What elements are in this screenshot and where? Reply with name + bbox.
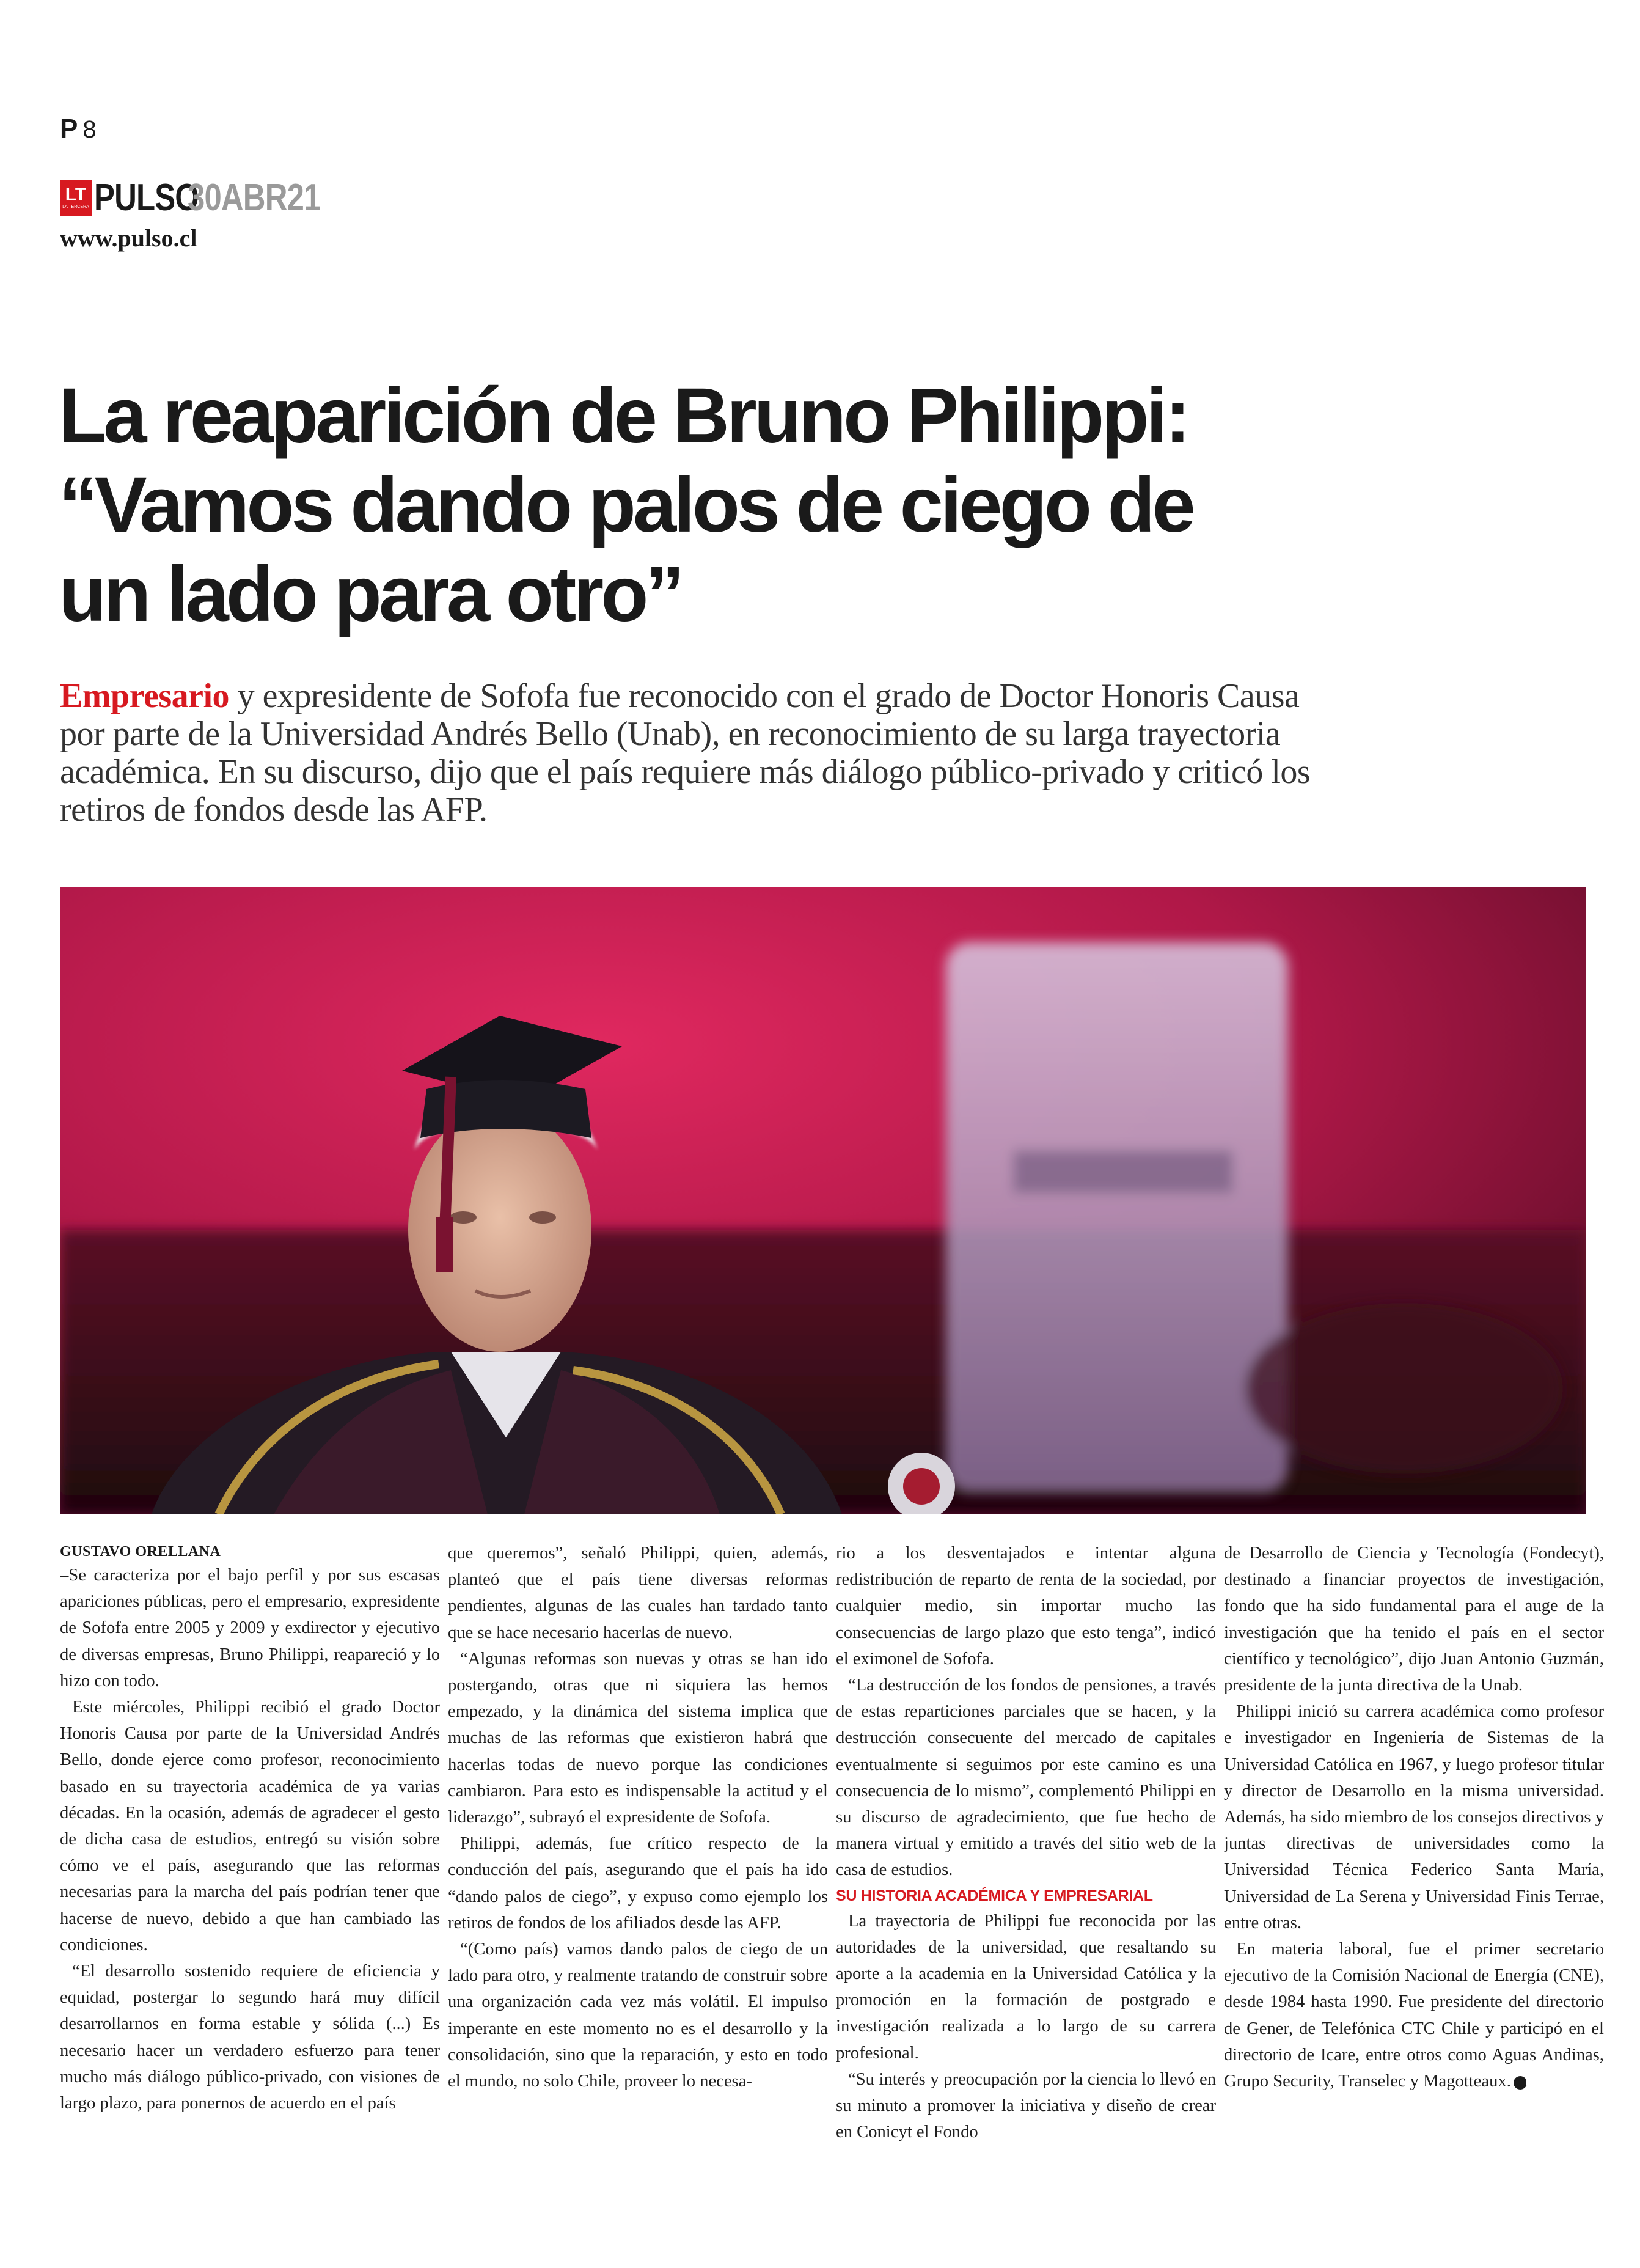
la-tercera-logo	[60, 180, 92, 216]
masthead	[60, 178, 350, 218]
paragraph: “El desarrollo sostenido requiere de eficiencia y equidad, postergar lo segundo hará muy difícil desarrollarnos en forma estable y sólida (...) Es necesario hacer un verdadero esfuerzo para tener mucho más diálogo público-privado, con visiones de largo plazo, para ponernos de acuerdo en el país	[60, 1962, 440, 2113]
article-column-4	[1224, 1540, 1604, 2243]
paragraph: que queremos”, señaló Philippi, quien, además, planteó que el país tiene diversas reformas pendientes, algunas de las cuales han tardado tanto que se hace necesario hacerlas de nuevo.	[448, 1544, 828, 1642]
lead-kicker: Empresario	[60, 677, 230, 715]
portrait-photo-icon	[60, 887, 1586, 1514]
page-number-value: 8	[82, 116, 97, 143]
paragraph: La trayectoria de Philippi fue reconocida por las autoridades de la universidad, que resaltando su aporte a la academia en la Universidad Católica y la promoción en la formación de postgrado e investigación realizada a lo largo de su carrera profesional.	[836, 1911, 1216, 2063]
article-column-1	[60, 1540, 440, 2243]
paragraph-text: En materia laboral, fue el primer secretario ejecutivo de la Comisión Nacional de Energía (CNE), desde 1984 hasta 1990. Fue presidente del directorio de Gener, de Telefónica CTC Chile y participó en el directorio de Icare, entre otros como Aguas Andinas, Grupo Security, Transelec y Magotteaux.	[1224, 1940, 1604, 2091]
paragraph: rio a los desventajados e intentar alguna redistribución de reparto de renta de la sociedad, por cualquier medio, sin importar mucho las consecuencias de largo plazo que esto tenga”, indicó el eximonel de Sofofa.	[836, 1544, 1216, 1668]
logo-subtext: LA TERCERA	[62, 205, 89, 209]
paragraph: “La destrucción de los fondos de pensiones, a través de estas reparticiones parciales que se hacen, y la destrucción consecuente del mercado de capitales eventualmente si seguimos por este camino es una consecuencia de lo mismo”, complementó Philippi en su discurso de agradecimiento, que fue hecho de manera virtual y emitido a través del sitio web de la casa de estudios.	[836, 1676, 1216, 1880]
section-subhead: SU HISTORIA ACADÉMICA Y EMPRESARIAL	[836, 1887, 1153, 1904]
headline	[59, 372, 1403, 639]
headline-line-1: La reaparición de Bruno Philippi:	[59, 372, 1188, 460]
paragraph: Philippi inició su carrera académica como profesor e investigador en Ingeniería de Sistemas de la Universidad Católica en 1967, y luego profesor titular y director de Desarrollo en la misma universidad. Además, ha sido miembro de los consejos directivos y juntas directivas de universidades como la Universidad Técnica Federico Santa María, Universidad de La Serena y Universidad Finis Terrae, entre otras.	[1224, 1702, 1604, 1932]
byline: GUSTAVO ORELLANA	[60, 1544, 221, 1560]
page-number	[60, 114, 97, 144]
section-name: PULSO	[94, 177, 199, 219]
article-column-2	[448, 1540, 828, 2243]
headline-line-3: un lado para otro”	[59, 551, 682, 638]
paragraph: Este miércoles, Philippi recibió el grado Doctor Honoris Causa por parte de la Universidad Andrés Bello, donde ejerce como profesor, reconocimiento basado en su trayectoria académica de ya varias décadas. En la ocasión, además de agradecer el gesto de dicha casa de estudios, entregó su visión sobre cómo ve el país, asegurando que las reformas necesarias para la marcha del país podrían tener que hacerse de nuevo, debido a que han cambiado las condiciones.	[60, 1698, 440, 1954]
website-link[interactable]: www.pulso.cl	[60, 224, 197, 252]
paragraph-last	[1224, 1936, 1604, 2094]
lead-paragraph	[60, 677, 1343, 829]
lead-text: y expresidente de Sofofa fue reconocido con el grado de Doctor Honoris Causa por parte de la Universidad Andrés Bello (Unab), en reconocimiento de su larga trayectoria académica. En su discurso, dijo que el país requiere más diálogo público-privado y criticó los retiros de fondos desde las AFP.	[60, 677, 1311, 829]
paragraph: “Su interés y preocupación por la ciencia lo llevó en su minuto a promover la iniciativa y diseño de crear en Conicyt el Fondo	[836, 2069, 1216, 2142]
article-column-3	[836, 1540, 1216, 2243]
paragraph: de Desarrollo de Ciencia y Tecnología (Fondecyt), destinado a financiar proyectos de investigación, fondo que ha sido fundamental para el auge de la investigación que ha tenido el país en el sector científico y tecnológico”, dijo Juan Antonio Guzmán, presidente de la junta directiva de la Unab.	[1224, 1544, 1604, 1695]
paragraph: Philippi, además, fue crítico respecto de la conducción del país, asegurando que el país ha ido “dando palos de ciego”, y expuso como ejemplo los retiros de fondos de los afiliados desde las AFP.	[448, 1834, 828, 1932]
paragraph: “(Como país) vamos dando palos de ciego de un lado para otro, y realmente tratando de construir sobre una organización cada vez más volátil. El impulso imperante en este momento no es el desarrollo y la consolidación, sino que la reparación, y esto en todo el mundo, no solo Chile, proveer lo necesa-	[448, 1940, 828, 2091]
logo-text: LT	[65, 185, 87, 205]
page-letter: P	[60, 114, 78, 144]
article-photo	[60, 887, 1586, 1514]
paragraph: –Se caracteriza por el bajo perfil y por sus escasas apariciones públicas, pero el empresario, expresidente de Sofofa entre 2005 y 2009 y exdirector y ejecutivo de diversas empresas, Bruno Philippi, reapareció y lo hizo con todo.	[60, 1566, 440, 1690]
headline-line-2: “Vamos dando palos de ciego de	[59, 461, 1193, 549]
end-mark-icon: P	[1514, 2076, 1527, 2090]
issue-date: 30ABR21	[187, 177, 321, 219]
paragraph: “Algunas reformas son nuevas y otras se han ido postergando, otras que ni siquiera las hemos empezado, y la dinámica del sistema implica que muchas de las reformas que existieron habrá que hacerlas todas de nuevo porque las condiciones cambiaron. Para esto es indispensable la actitud y el liderazgo”, subrayó el expresidente de Sofofa.	[448, 1649, 828, 1827]
